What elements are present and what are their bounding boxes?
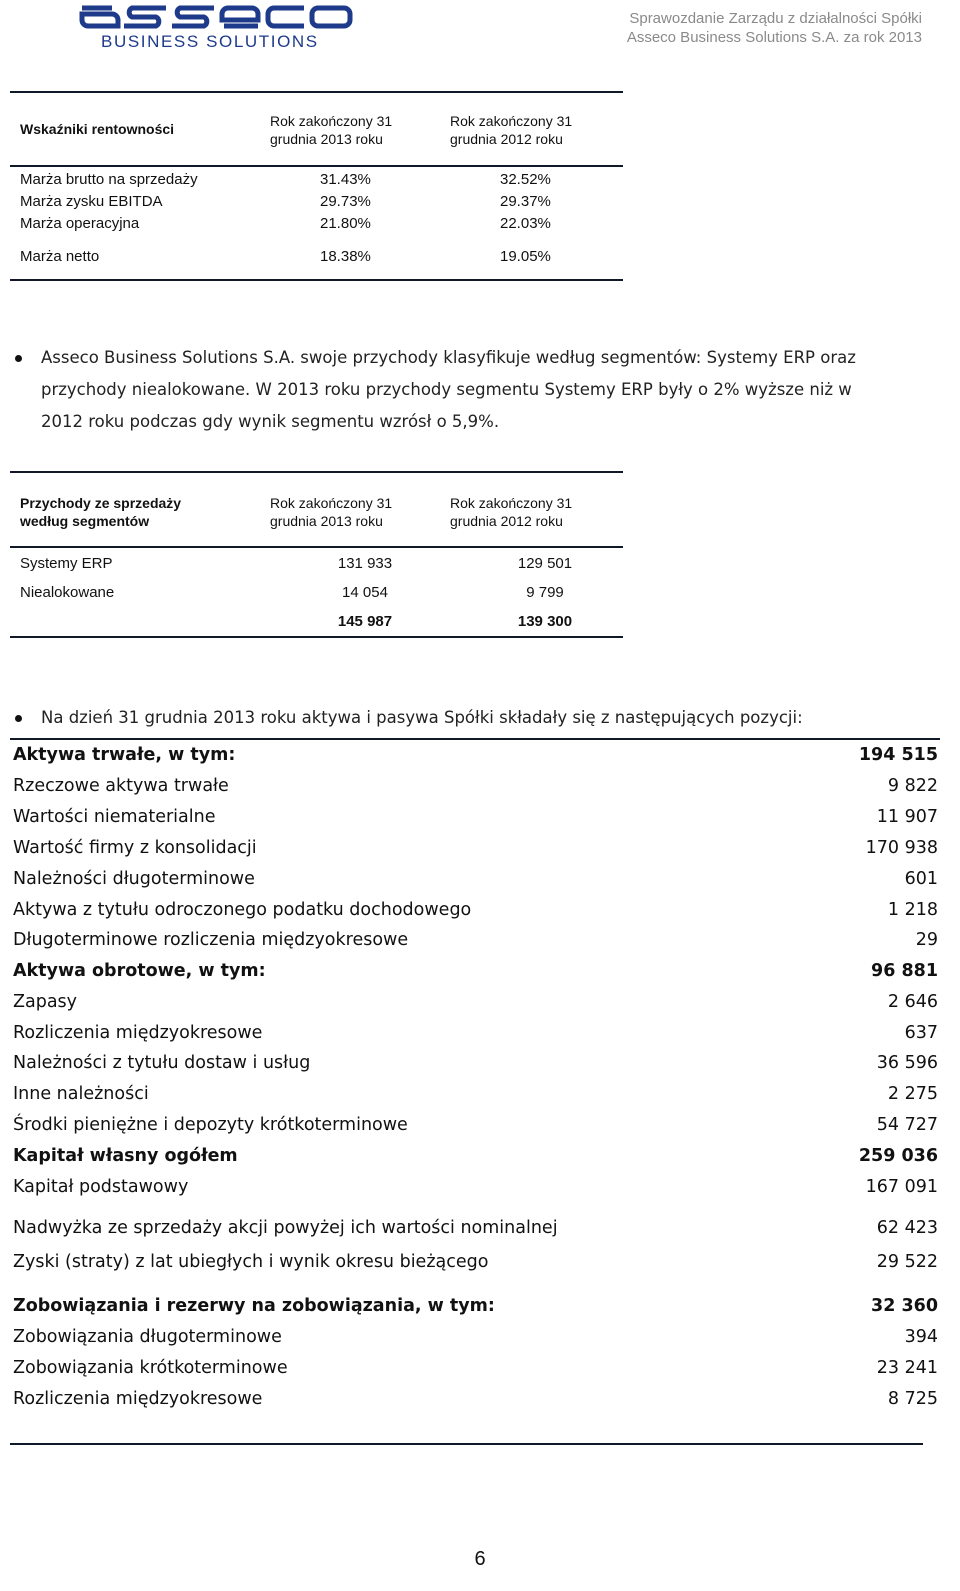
balance-bottom-rule: [10, 1443, 923, 1445]
row-value-2013: 14 054: [342, 584, 388, 601]
col-2012-header: [450, 112, 572, 148]
row-value-2012: 32.52%: [500, 171, 551, 188]
profitability-header-label: Wskaźniki rentowności: [20, 121, 175, 137]
balance-label: Długoterminowe rozliczenia międzyokresowe: [13, 930, 409, 950]
balance-row: [13, 1084, 938, 1114]
balance-value: 32 360: [871, 1296, 938, 1316]
balance-row: [13, 745, 938, 775]
balance-value: 170 938: [865, 838, 938, 858]
balance-value: 29 522: [876, 1252, 938, 1272]
segments-header-label: [20, 494, 181, 530]
row-label: Niealokowane: [20, 584, 115, 601]
bullet-icon: [15, 715, 22, 722]
balance-label: Wartości niematerialne: [13, 807, 216, 827]
balance-top-rule: [10, 738, 940, 740]
report-title-line2: Asseco Business Solutions S.A. za rok 2013: [626, 29, 922, 46]
balance-value: 637: [904, 1023, 938, 1043]
row-value-2013: 31.43%: [320, 171, 371, 188]
balance-row: [13, 807, 938, 837]
col-2012-header: [450, 494, 572, 530]
balance-value: 23 241: [876, 1358, 938, 1378]
balance-value: 259 036: [858, 1146, 938, 1166]
table-bottom-rule: [10, 279, 623, 281]
header-bottom-rule: [10, 165, 623, 167]
balance-label: Aktywa z tytułu odroczonego podatku dochodowego: [13, 900, 472, 920]
balance-value: 167 091: [865, 1177, 938, 1197]
balance-row: [13, 838, 938, 868]
balance-label: Zyski (straty) z lat ubiegłych i wynik okresu bieżącego: [13, 1252, 489, 1272]
row-value-2012: 19.05%: [500, 248, 551, 265]
row-label: Marża brutto na sprzedaży: [20, 171, 198, 188]
balance-value: 1 218: [887, 900, 938, 920]
table-bottom-rule: [10, 636, 623, 638]
segments-header-line1: Przychody ze sprzedaży: [20, 495, 182, 511]
balance-row: [13, 1146, 938, 1176]
balance-value: 8 725: [887, 1389, 938, 1409]
col-2012-header-line1: Rok zakończony 31: [450, 113, 573, 129]
col-2013-header: [270, 112, 392, 148]
logo-subtitle: BUSINESS SOLUTIONS: [101, 32, 319, 51]
balance-row: [13, 1389, 938, 1419]
col-2012-header-line1: Rok zakończony 31: [450, 495, 573, 511]
balance-label: Kapitał podstawowy: [13, 1177, 189, 1197]
segment-description-line3: 2012 roku podczas gdy wynik segmentu wzrósł o 5,9%.: [41, 412, 500, 431]
report-title: [627, 9, 922, 47]
balance-row: [13, 900, 938, 930]
row-value-2012: 22.03%: [500, 215, 551, 232]
balance-row: [13, 1327, 938, 1357]
balance-value: 2 275: [887, 1084, 938, 1104]
balance-label: Wartość firmy z konsolidacji: [13, 838, 257, 858]
balance-value: 601: [904, 869, 938, 889]
row-label: Systemy ERP: [20, 555, 113, 572]
report-title-line1: Sprawozdanie Zarządu z działalności Spółki: [629, 10, 922, 27]
balance-value: 9 822: [887, 776, 938, 796]
balance-intro: Na dzień 31 grudnia 2013 roku aktywa i pasywa Spółki składały się z następujących pozycji:: [41, 708, 803, 727]
row-value-2013: 18.38%: [320, 248, 371, 265]
table-top-rule: [10, 91, 623, 93]
balance-label: Aktywa obrotowe, w tym:: [13, 961, 266, 981]
balance-label: Inne należności: [13, 1084, 149, 1104]
bullet-icon: [15, 355, 22, 362]
balance-row: [13, 1115, 938, 1145]
row-value-2013: 29.73%: [320, 193, 371, 210]
balance-row: [13, 1296, 938, 1326]
row-value-2012: 29.37%: [500, 193, 551, 210]
balance-row: [13, 1023, 938, 1053]
segment-description-line2: przychody niealokowane. W 2013 roku przychody segmentu Systemy ERP były o 2% wyższe niż w: [41, 380, 852, 399]
balance-label: Aktywa trwałe, w tym:: [13, 745, 236, 765]
segment-description-line1: Asseco Business Solutions S.A. swoje przychody klasyfikuje według segmentów: Systemy ERP oraz: [41, 348, 856, 367]
balance-label: Należności długoterminowe: [13, 869, 255, 889]
row-label: Marża zysku EBITDA: [20, 193, 163, 210]
balance-value: 96 881: [871, 961, 938, 981]
segment-description: [41, 342, 946, 438]
balance-row: [13, 1053, 938, 1083]
page-number: 6: [474, 1548, 486, 1570]
balance-label: Rozliczenia międzyokresowe: [13, 1389, 263, 1409]
row-value-2012: 129 501: [517, 555, 573, 572]
balance-value: 62 423: [876, 1218, 938, 1238]
balance-label: Środki pieniężne i depozyty krótkoterminowe: [13, 1115, 408, 1135]
row-label: Marża operacyjna: [20, 215, 140, 232]
balance-label: Nadwyżka ze sprzedaży akcji powyżej ich wartości nominalnej: [13, 1218, 558, 1238]
balance-label: Zapasy: [13, 992, 78, 1012]
col-2012-header-line2: grudnia 2012 roku: [450, 131, 563, 147]
balance-value: 2 646: [887, 992, 938, 1012]
balance-value: 11 907: [876, 807, 938, 827]
row-value-2013: 21.80%: [320, 215, 371, 232]
segments-header-line2: według segmentów: [20, 513, 150, 529]
col-2012-header-line2: grudnia 2012 roku: [450, 513, 563, 529]
balance-value: 29: [915, 930, 938, 950]
total-2012: 139 300: [517, 613, 573, 630]
header-bottom-rule: [10, 546, 623, 548]
col-2013-header: [270, 494, 392, 530]
balance-row: [13, 1358, 938, 1388]
balance-row: [13, 869, 938, 899]
col-2013-header-line1: Rok zakończony 31: [270, 113, 393, 129]
balance-value: 54 727: [876, 1115, 938, 1135]
balance-value: 36 596: [876, 1053, 938, 1073]
balance-row: [13, 1218, 938, 1248]
col-2013-header-line1: Rok zakończony 31: [270, 495, 393, 511]
row-value-2013: 131 933: [337, 555, 393, 572]
col-2013-header-line2: grudnia 2013 roku: [270, 131, 383, 147]
col-2013-header-line2: grudnia 2013 roku: [270, 513, 383, 529]
balance-label: Kapitał własny ogółem: [13, 1146, 238, 1166]
balance-row: [13, 776, 938, 806]
table-top-rule: [10, 471, 623, 473]
balance-label: Rzeczowe aktywa trwałe: [13, 776, 229, 796]
balance-row: [13, 930, 938, 960]
balance-row: [13, 1252, 938, 1282]
asseco-logo-graphic: [78, 0, 358, 30]
total-2013: 145 987: [337, 613, 393, 630]
row-value-2012: 9 799: [526, 584, 564, 601]
balance-label: Należności z tytułu dostaw i usług: [13, 1053, 311, 1073]
balance-label: Zobowiązania długoterminowe: [13, 1327, 282, 1347]
balance-label: Zobowiązania krótkoterminowe: [13, 1358, 288, 1378]
balance-label: Rozliczenia międzyokresowe: [13, 1023, 263, 1043]
balance-row: [13, 992, 938, 1022]
balance-value: 394: [904, 1327, 938, 1347]
balance-row: [13, 1177, 938, 1207]
balance-value: 194 515: [858, 745, 938, 765]
balance-label: Zobowiązania i rezerwy na zobowiązania, w tym:: [13, 1296, 495, 1316]
row-label: Marża netto: [20, 248, 100, 265]
balance-row: [13, 961, 938, 991]
